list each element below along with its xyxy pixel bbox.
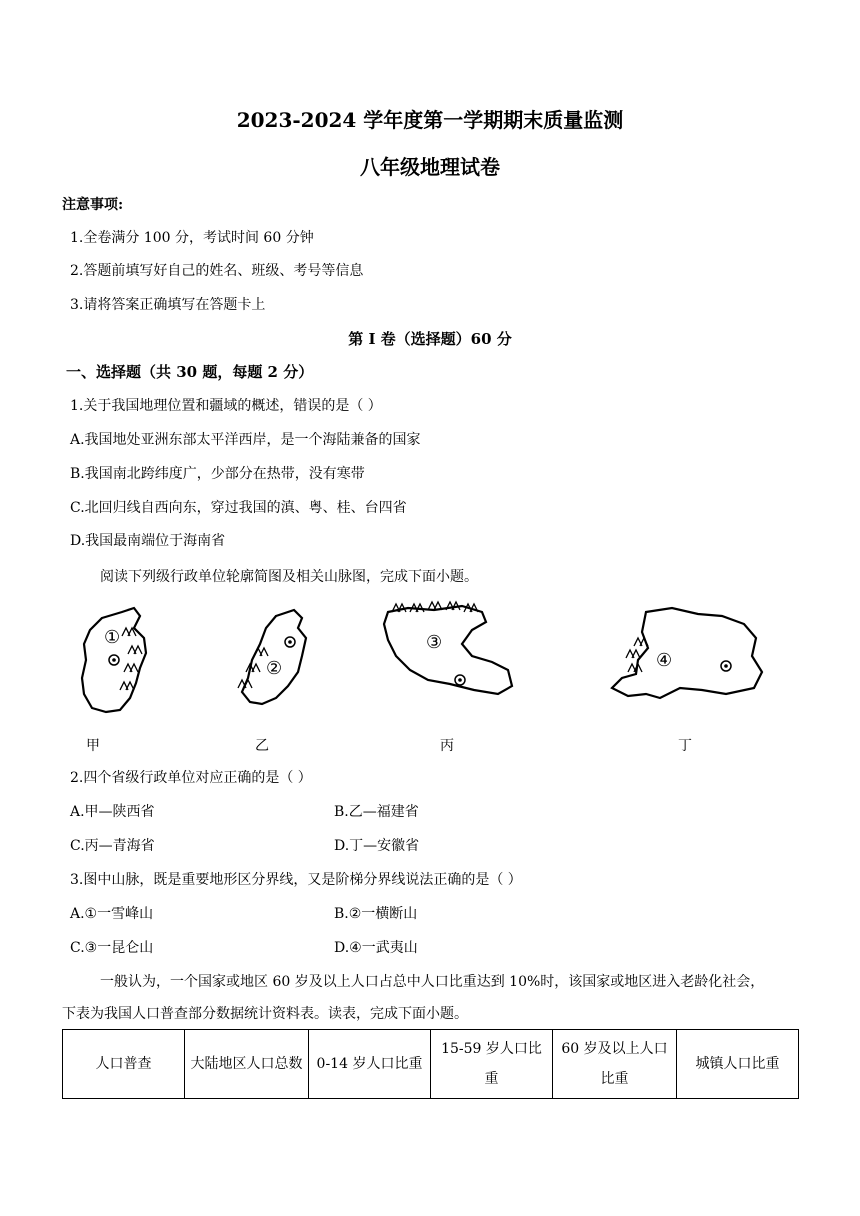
table-header-cell: 60 岁及以上人口比重 xyxy=(553,1030,677,1099)
question-1-option-c: C.北回归线自西向东，穿过我国的滇、粤、桂、台四省 xyxy=(70,500,407,516)
table-intro-line-1: 一般认为，一个国家或地区 60 岁及以上人口占总中人口比重达到 10%时，该国家或地区进入老龄化社会， xyxy=(100,974,765,990)
question-1-stem: 1.关于我国地理位置和疆域的概述，错误的是（ ） xyxy=(70,398,382,414)
map-marker-1: ① xyxy=(104,627,121,648)
note-item: 1.全卷满分 100 分，考试时间 60 分钟 xyxy=(70,230,314,246)
census-table xyxy=(62,1029,799,1099)
question-1-option-a: A.我国地处亚洲东部太平洋西岸，是一个海陆兼备的国家 xyxy=(70,432,421,448)
section-heading: 一、选择题（共 30 题，每题 2 分） xyxy=(66,363,314,381)
map-marker-2: ② xyxy=(266,658,283,679)
question-3-stem: 3.图中山脉，既是重要地形区分界线，又是阶梯分界线说法正确的是（ ） xyxy=(70,872,522,888)
table-header-cell: 人口普查 xyxy=(63,1030,185,1099)
note-item: 3.请将答案正确填写在答题卡上 xyxy=(70,297,266,313)
map-bing xyxy=(384,602,512,694)
question-1-option-d: D.我国最南端位于海南省 xyxy=(70,533,226,549)
question-3-option-a: A.①一雪峰山 xyxy=(70,906,154,922)
part-title: 第 I 卷（选择题）60 分 xyxy=(348,330,512,348)
map-label-ding: 丁 xyxy=(678,738,692,754)
map-label-yi: 乙 xyxy=(255,738,269,754)
exam-title: 2023-2024 学年度第一学期期末质量监测 xyxy=(236,108,624,132)
table-header-row xyxy=(63,1030,799,1099)
table-intro-line-2: 下表为我国人口普查部分数据统计资料表。读表，完成下面小题。 xyxy=(62,1006,468,1022)
map-marker-4: ④ xyxy=(656,650,673,671)
question-2-stem: 2.四个省级行政单位对应正确的是（ ） xyxy=(70,770,312,786)
question-2-option-d: D.丁—安徽省 xyxy=(334,838,420,854)
maps-intro: 阅读下列级行政单位轮廓简图及相关山脉图，完成下面小题。 xyxy=(100,569,478,585)
map-marker-3: ③ xyxy=(426,632,443,653)
notes-heading: 注意事项: xyxy=(62,197,124,213)
map-label-bing: 丙 xyxy=(440,738,454,754)
question-2-option-a: A.甲—陕西省 xyxy=(70,804,155,820)
province-outline-maps xyxy=(62,598,782,728)
map-label-jia: 甲 xyxy=(86,738,100,754)
note-item: 2.答题前填写好自己的姓名、班级、考号等信息 xyxy=(70,263,364,279)
map-yi xyxy=(238,610,306,704)
question-1-option-b: B.我国南北跨纬度广，少部分在热带，没有寒带 xyxy=(70,466,365,482)
table-header-cell: 0-14 岁人口比重 xyxy=(309,1030,431,1099)
question-3-option-b: B.②一横断山 xyxy=(334,906,418,922)
map-jia xyxy=(82,608,146,712)
table-header-cell: 大陆地区人口总数 xyxy=(185,1030,309,1099)
table-header-cell: 城镇人口比重 xyxy=(677,1030,799,1099)
question-3-option-d: D.④一武夷山 xyxy=(334,940,418,956)
question-2-option-b: B.乙—福建省 xyxy=(334,804,419,820)
table-header-cell: 15-59 岁人口比重 xyxy=(431,1030,553,1099)
map-ding xyxy=(612,608,762,698)
exam-subtitle: 八年级地理试卷 xyxy=(360,155,500,179)
question-3-option-c: C.③一昆仑山 xyxy=(70,940,154,956)
question-2-option-c: C.丙—青海省 xyxy=(70,838,155,854)
